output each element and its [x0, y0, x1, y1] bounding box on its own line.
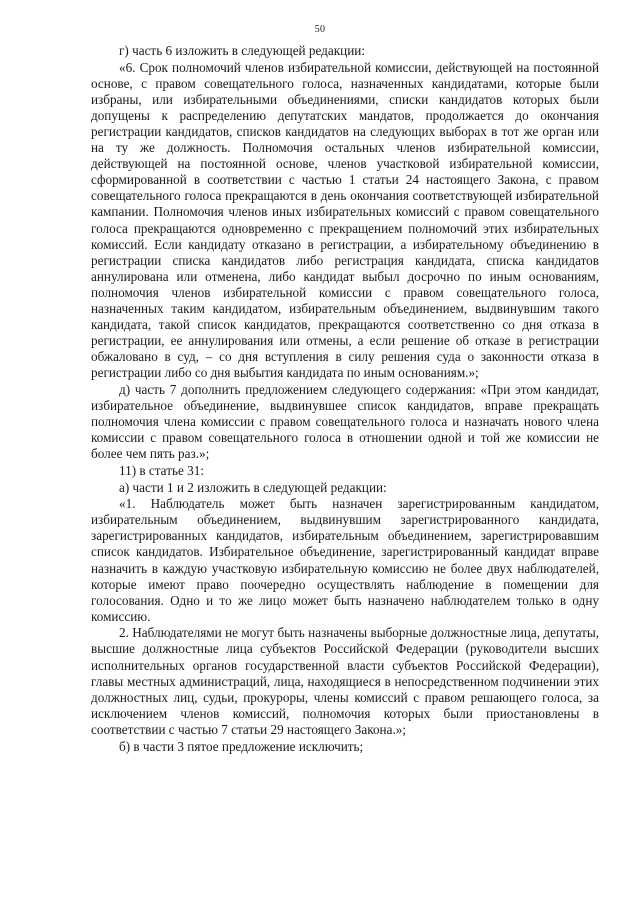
- page-number: 50: [314, 24, 326, 35]
- paragraph-part-6-text: «6. Срок полномочий членов избирательной комиссии, действующей на постоянной основе, с правом совещательного голоса, назначенных кандидатами, которые были избраны, или избирательными объединениями, списки кандидатов которых были допущены к распределению депутатских мандатов, продолжается до окончания регистрации кандидатов, списков кандидатов на следующих выборах в тот же орган или на ту же должность. Полномочия остальных членов избирательной комиссии, действующей на постоянной основе, членов участковой избирательной комиссии, сформированной в соответствии с частью 1 статьи 24 настоящего Закона, с правом совещательного голоса прекращаются в день окончания соответствующей избирательной кампании. Полномочия членов иных избирательных комиссий с правом совещательного голоса прекращаются одновременно с прекращением полномочий этих избирательных комиссий. Если кандидату отказано в регистрации, а избирательному объединению в регистрации списка кандидатов либо регистрация кандидата, списка кандидатов аннулирована или отменена, либо кандидат выбыл досрочно по иным основаниям, полномочия членов избирательной комиссии с правом совещательного голоса, назначенных таким кандидатом, избирательным объединением, выдвинувшим такого кандидата, такой список кандидатов, прекращаются соответственно со дня отказа в регистрации, ее аннулирования или отмены, а если решение об отказе в регистрации обжаловано в суд, – со дня вступления в силу решения суда о законности отказа в регистрации либо со дня выбытия кандидата по иным основаниям.»;: [91, 59, 599, 381]
- paragraph-item-a: а) части 1 и 2 изложить в следующей редакции:: [119, 479, 387, 495]
- paragraph-item-g: г) часть 6 изложить в следующей редакции:: [119, 43, 365, 58]
- paragraph-part-1-text: «1. Наблюдатель может быть назначен зарегистрированным кандидатом, избирательным объединением, выдвинувшим зарегистрированного кандидата, зарегистрированных кандидатов, избирательным объединением, зарегистрировавшим список кандидатов. Избирательное объединение, зарегистрированный кандидат вправе назначить в каждую участковую избирательную комиссию не более двух наблюдателей, которые имеют право поочередно осуществлять наблюдение в помещении для голосования. Одно и то же лицо может быть назначено наблюдателем только в одну комиссию.: [91, 496, 599, 624]
- paragraph-item-b: б) в части 3 пятое предложение исключить;: [119, 738, 364, 754]
- document-body: [91, 43, 599, 755]
- paragraph-item-11: 11) в статье 31:: [119, 462, 204, 478]
- paragraph-part-2-text: 2. Наблюдателями не могут быть назначены выборные должностные лица, депутаты, высшие должностные лица субъектов Российской Федерации (руководители высших исполнительных органов государственной власти субъектов Российской Федерации), главы местных администраций, лица, находящиеся в непосредственном подчинении этих должностных лиц, судьи, прокуроры, члены комиссий с правом решающего голоса, за исключением членов комиссий, полномочия которых были приостановлены в соответствии с частью 7 статьи 29 настоящего Закона.»;: [91, 625, 599, 737]
- paragraph-item-d: д) часть 7 дополнить предложением следующего содержания: «При этом кандидат, избирательное объединение, выдвинувшее список кандидатов, вправе прекращать полномочия члена комиссии с правом совещательного голоса и назначать нового члена комиссии с правом совещательного голоса в отношении одной и той же комиссии не более чем пять раз.»;: [91, 381, 599, 462]
